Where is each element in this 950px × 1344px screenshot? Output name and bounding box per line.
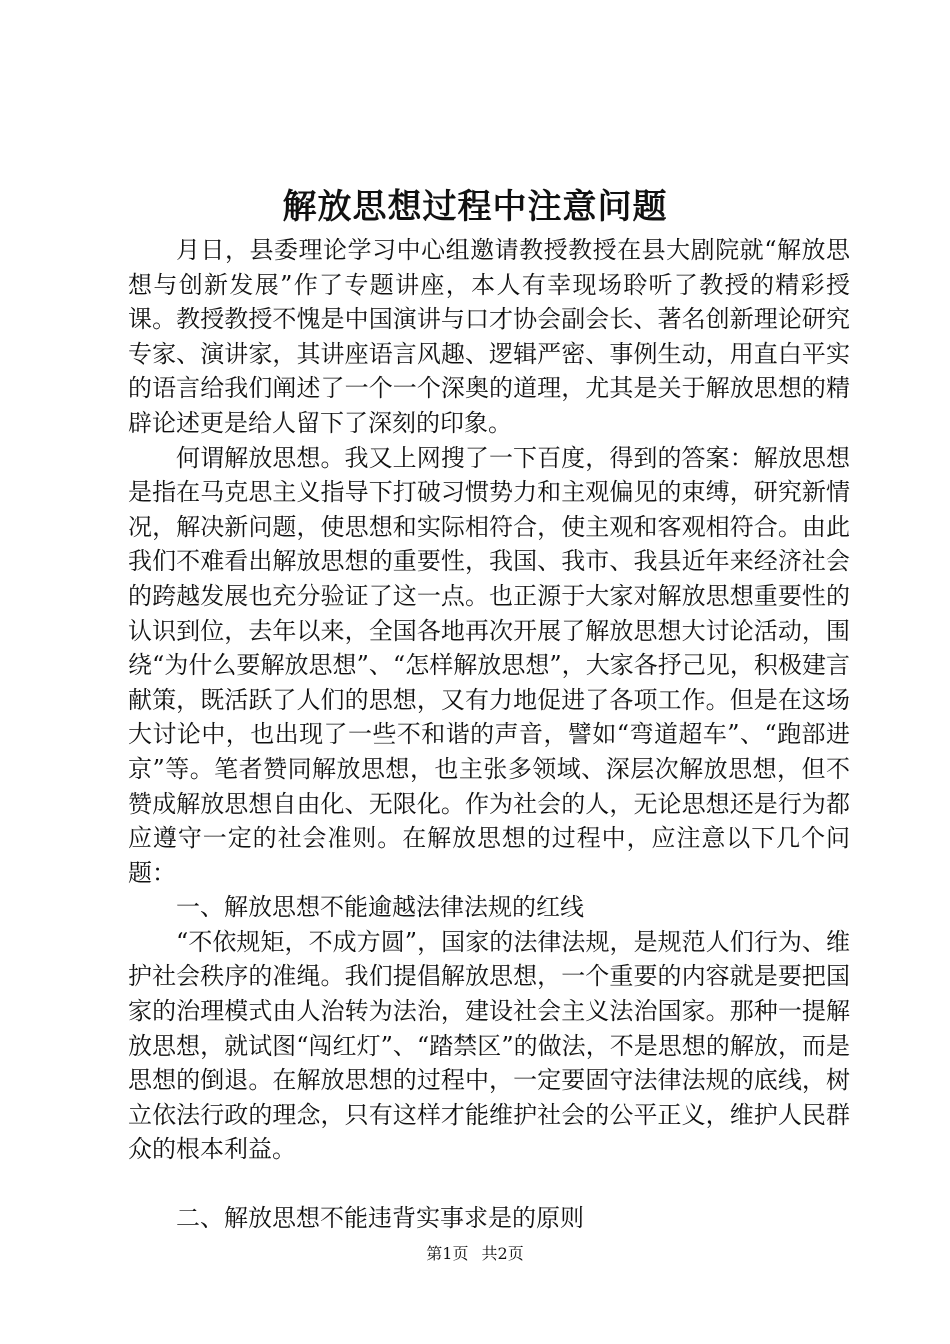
section-heading-1: 一、解放思想不能逾越法律法规的红线 (176, 893, 584, 922)
page-number: 第1页 (426, 1244, 469, 1263)
section-text-1: “不依规矩，不成方圆”，国家的法律法规，是规范人们行为、维护社会秩序的准绳。我们提倡解放思想，一个重要的内容就是要把国家的治理模式由人治转为法治，建设社会主义法治国家。那种一提解放思想，就试图“闯红灯”、“踏禁区”的做法，不是思想的解放，而是思想的倒退。在解放思想的过程中，一定要固守法律法规的底线，树立依法行政的理念，只有这样才能维护社会的公平正义，维护人民群众的根本利益。 (128, 927, 850, 1164)
document-body (128, 233, 850, 1236)
section-heading-2: 二、解放思想不能违背实事求是的原则 (176, 1204, 584, 1233)
paragraph-intro: 月日，县委理论学习中心组邀请教授教授在县大剧院就“解放思想与创新发展”作了专题讲座，本人有幸现场聆听了教授的精彩授课。教授教授不愧是中国演讲与口才协会副会长、著名创新理论研究专家、演讲家，其讲座语言风趣、逻辑严密、事例生动，用直白平实的语言给我们阐述了一个一个深奥的道理，尤其是关于解放思想的精辟论述更是给人留下了深刻的印象。 (128, 236, 850, 437)
page-total: 共2页 (481, 1244, 524, 1263)
blank-line (128, 1167, 850, 1201)
paragraph-definition: 何谓解放思想。我又上网搜了一下百度，得到的答案：解放思想是指在马克思主义指导下打破习惯势力和主观偏见的束缚，研究新情况，解决新问题，使思想和实际相符合，使主观和客观相符合。由此我们不难看出解放思想的重要性，我国、我市、我县近年来经济社会的跨越发展也充分验证了这一点。也正源于大家对解放思想重要性的认识到位，去年以来，全国各地再次开展了解放思想大讨论活动，围绕“为什么要解放思想”、“怎样解放思想”，大家各抒己见，积极建言献策，既活跃了人们的思想，又有力地促进了各项工作。但是在这场大讨论中，也出现了一些不和谐的声音，譬如“弯道超车”、“跑部进京”等。笔者赞同解放思想，也主张多领域、深层次解放思想，但不赞成解放思想自由化、无限化。作为社会的人，无论思想还是行为都应遵守一定的社会准则。在解放思想的过程中，应注意以下几个问题： (128, 443, 850, 887)
document-title: 解放思想过程中注意问题 (282, 187, 668, 227)
page-footer (0, 1243, 950, 1265)
